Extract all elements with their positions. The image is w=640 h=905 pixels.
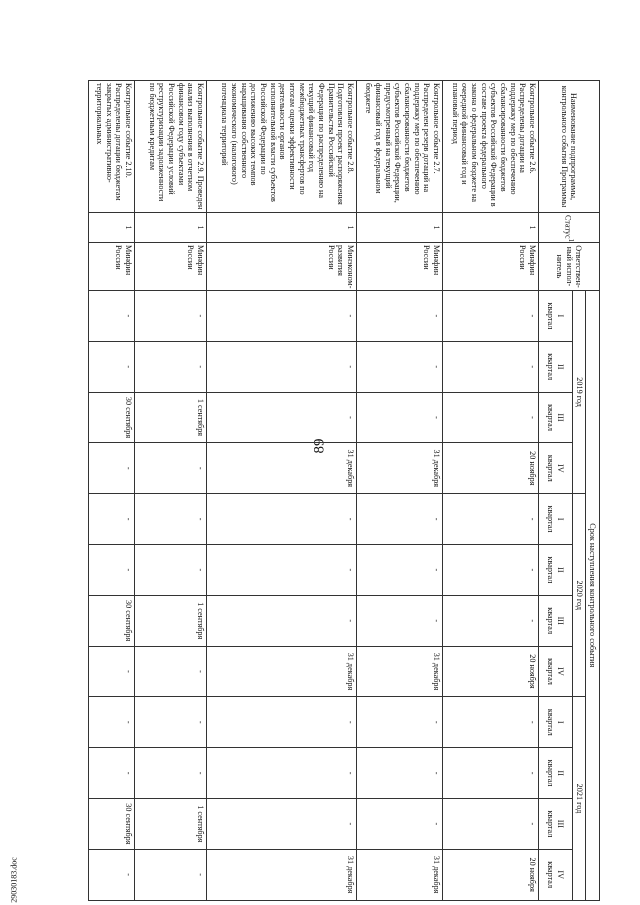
row-deadline-cell: - (443, 697, 539, 748)
header-quarter (539, 798, 573, 849)
quarter-word: квартал (546, 302, 556, 330)
row-deadline-cell: - (135, 697, 207, 748)
row-deadline-cell: - (443, 494, 539, 545)
header-year: 2021 год (573, 697, 586, 900)
quarter-numeral: IV (555, 463, 565, 473)
quarter-word: квартал (546, 607, 556, 635)
row-responsible: Минфин России (135, 243, 207, 291)
row-deadline-cell: - (357, 595, 443, 646)
row-event-name: Контрольное событие 2.10. Распределены дотации бюджетам закрытых административно-территориальных (89, 81, 135, 213)
quarter-word: квартал (546, 404, 556, 431)
row-deadline-cell: - (357, 697, 443, 748)
row-deadline-cell: 31 декабря (207, 849, 357, 900)
quarter-word: квартал (546, 708, 556, 736)
row-status: 1 (207, 213, 357, 243)
row-deadline-cell: - (135, 646, 207, 697)
footer-filename: 29030183.doc (9, 857, 19, 903)
row-deadline-cell: - (443, 291, 539, 342)
quarter-numeral: II (555, 770, 565, 776)
header-quarter (539, 392, 573, 443)
row-deadline-cell: - (207, 544, 357, 595)
header-quarter (539, 697, 573, 748)
quarter-numeral: IV (555, 667, 565, 676)
row-deadline-cell: 20 ноября (443, 443, 539, 494)
row-deadline-cell: - (207, 494, 357, 545)
header-quarter (539, 291, 573, 342)
row-deadline-cell: - (135, 341, 207, 392)
control-events-table (88, 80, 600, 901)
row-deadline-cell: 1 сентября (135, 392, 207, 443)
header-status-label: Статус (563, 215, 573, 239)
header-quarter (539, 544, 573, 595)
row-event-name: Контрольное событие 2.6. Распределены дотации на поддержку мер по обеспечению сбалансированности бюджетов субъектов Российской Федерации в составе проекта федерального закона о федеральном бюджете на очередной финансовый год и плановый период (443, 81, 539, 213)
row-deadline-cell: - (443, 341, 539, 392)
row-deadline-cell: 31 декабря (207, 646, 357, 697)
row-deadline-cell: 31 декабря (207, 443, 357, 494)
table-row (443, 81, 539, 901)
control-events-table-sheet (94, 80, 600, 900)
header-deadline-group: Срок наступления контрольного события (586, 291, 600, 901)
row-deadline-cell: - (135, 291, 207, 342)
table-row (207, 81, 357, 901)
quarter-word: квартал (546, 556, 556, 584)
row-deadline-cell: - (357, 544, 443, 595)
header-responsible: Ответствен-ный испол-нитель (539, 243, 600, 291)
row-deadline-cell: - (89, 697, 135, 748)
row-deadline-cell: - (89, 291, 135, 342)
table-row (357, 81, 443, 901)
quarter-numeral: IV (555, 870, 565, 879)
row-deadline-cell: 30 сентября (89, 798, 135, 849)
page-number: 89 (311, 438, 328, 454)
header-quarter (539, 595, 573, 646)
row-status: 1 (443, 213, 539, 243)
row-deadline-cell: - (357, 494, 443, 545)
row-deadline-cell: 31 декабря (357, 849, 443, 900)
header-quarter (539, 443, 573, 494)
row-deadline-cell: - (357, 798, 443, 849)
header-quarter (539, 341, 573, 392)
quarter-word: квартал (546, 505, 556, 533)
row-deadline-cell: - (357, 748, 443, 799)
row-status: 1 (135, 213, 207, 243)
row-responsible: Минфин России (89, 243, 135, 291)
header-quarter (539, 748, 573, 799)
header-quarter (539, 646, 573, 697)
quarter-numeral: III (555, 413, 565, 422)
row-deadline-cell: - (443, 544, 539, 595)
row-event-name: Контрольное событие 2.7. Распределен резерв дотаций на поддержку мер по обеспечению сбалансированности бюджетов субъектов Российской Федерации, предусмотренный на текущий финансовый год в федеральном бюджете (357, 81, 443, 213)
row-status: 1 (357, 213, 443, 243)
row-deadline-cell: - (135, 849, 207, 900)
row-deadline-cell: - (207, 798, 357, 849)
row-deadline-cell: - (89, 646, 135, 697)
row-deadline-cell: 30 сентября (89, 392, 135, 443)
row-deadline-cell: 20 ноября (443, 849, 539, 900)
row-deadline-cell: 1 сентября (135, 595, 207, 646)
row-deadline-cell: - (135, 544, 207, 595)
quarter-numeral: I (555, 720, 565, 724)
row-event-name: Контрольное событие 2.8. Подготовлен проект распоряжения Правительства Российской Федерации по распределению на текущий финансовый год межбюджетных трансфертов по итогам оценки эффективности деятельности органов исполнительной власти субъектов Российской Федерации по достижению высоких темпов наращивания собственного экономического (налогового) потенциала территорий (207, 81, 357, 213)
row-deadline-cell: - (89, 494, 135, 545)
row-deadline-cell: - (135, 494, 207, 545)
row-deadline-cell: - (207, 748, 357, 799)
row-deadline-cell: - (357, 341, 443, 392)
quarter-numeral: III (555, 819, 565, 828)
row-deadline-cell: - (207, 392, 357, 443)
quarter-word: квартал (546, 658, 556, 685)
row-deadline-cell: - (357, 392, 443, 443)
row-deadline-cell: - (207, 291, 357, 342)
row-deadline-cell: - (89, 544, 135, 595)
quarter-numeral: I (555, 314, 565, 318)
quarter-word: квартал (546, 861, 556, 889)
row-deadline-cell: - (207, 697, 357, 748)
quarter-word: квартал (546, 759, 556, 787)
header-year: 2020 год (573, 494, 586, 697)
table-row (135, 81, 207, 901)
row-deadline-cell: - (207, 595, 357, 646)
row-deadline-cell: 31 декабря (357, 646, 443, 697)
quarter-numeral: III (555, 616, 565, 625)
row-deadline-cell: 30 сентября (89, 595, 135, 646)
header-quarter (539, 494, 573, 545)
row-responsible: Минфин России (443, 243, 539, 291)
row-deadline-cell: - (89, 443, 135, 494)
quarter-numeral: I (555, 517, 565, 521)
row-deadline-cell: - (89, 748, 135, 799)
header-status-footnote: 1 (567, 238, 575, 243)
table-row (89, 81, 135, 901)
row-deadline-cell: - (135, 748, 207, 799)
row-deadline-cell: - (443, 595, 539, 646)
row-deadline-cell: 31 декабря (357, 443, 443, 494)
row-deadline-cell: - (357, 291, 443, 342)
header-status (539, 213, 600, 243)
row-deadline-cell: - (89, 341, 135, 392)
quarter-numeral: II (555, 567, 565, 573)
row-deadline-cell: - (135, 443, 207, 494)
row-deadline-cell: - (443, 798, 539, 849)
row-responsible: Минфин России (357, 243, 443, 291)
row-deadline-cell: 1 сентября (135, 798, 207, 849)
header-name: Наименование подпрограммы, контрольного события Программы (539, 81, 600, 213)
row-deadline-cell: - (89, 849, 135, 900)
row-event-name: Контрольное событие 2.9. Проведен анализ выполнения в отчетном финансовом году субъектами Российской Федерации условий реструктуризации задолженности по бюджетным кредитам (135, 81, 207, 213)
header-quarter (539, 849, 573, 900)
row-deadline-cell: - (207, 341, 357, 392)
row-status: 1 (89, 213, 135, 243)
row-deadline-cell: - (443, 748, 539, 799)
row-deadline-cell: 20 ноября (443, 646, 539, 697)
quarter-word: квартал (546, 810, 556, 838)
row-deadline-cell: - (443, 392, 539, 443)
quarter-word: квартал (546, 353, 556, 381)
quarter-numeral: II (555, 363, 565, 370)
quarter-word: квартал (546, 454, 556, 482)
header-year: 2019 год (573, 291, 586, 494)
row-responsible: Минэконом-развития России (207, 243, 357, 291)
